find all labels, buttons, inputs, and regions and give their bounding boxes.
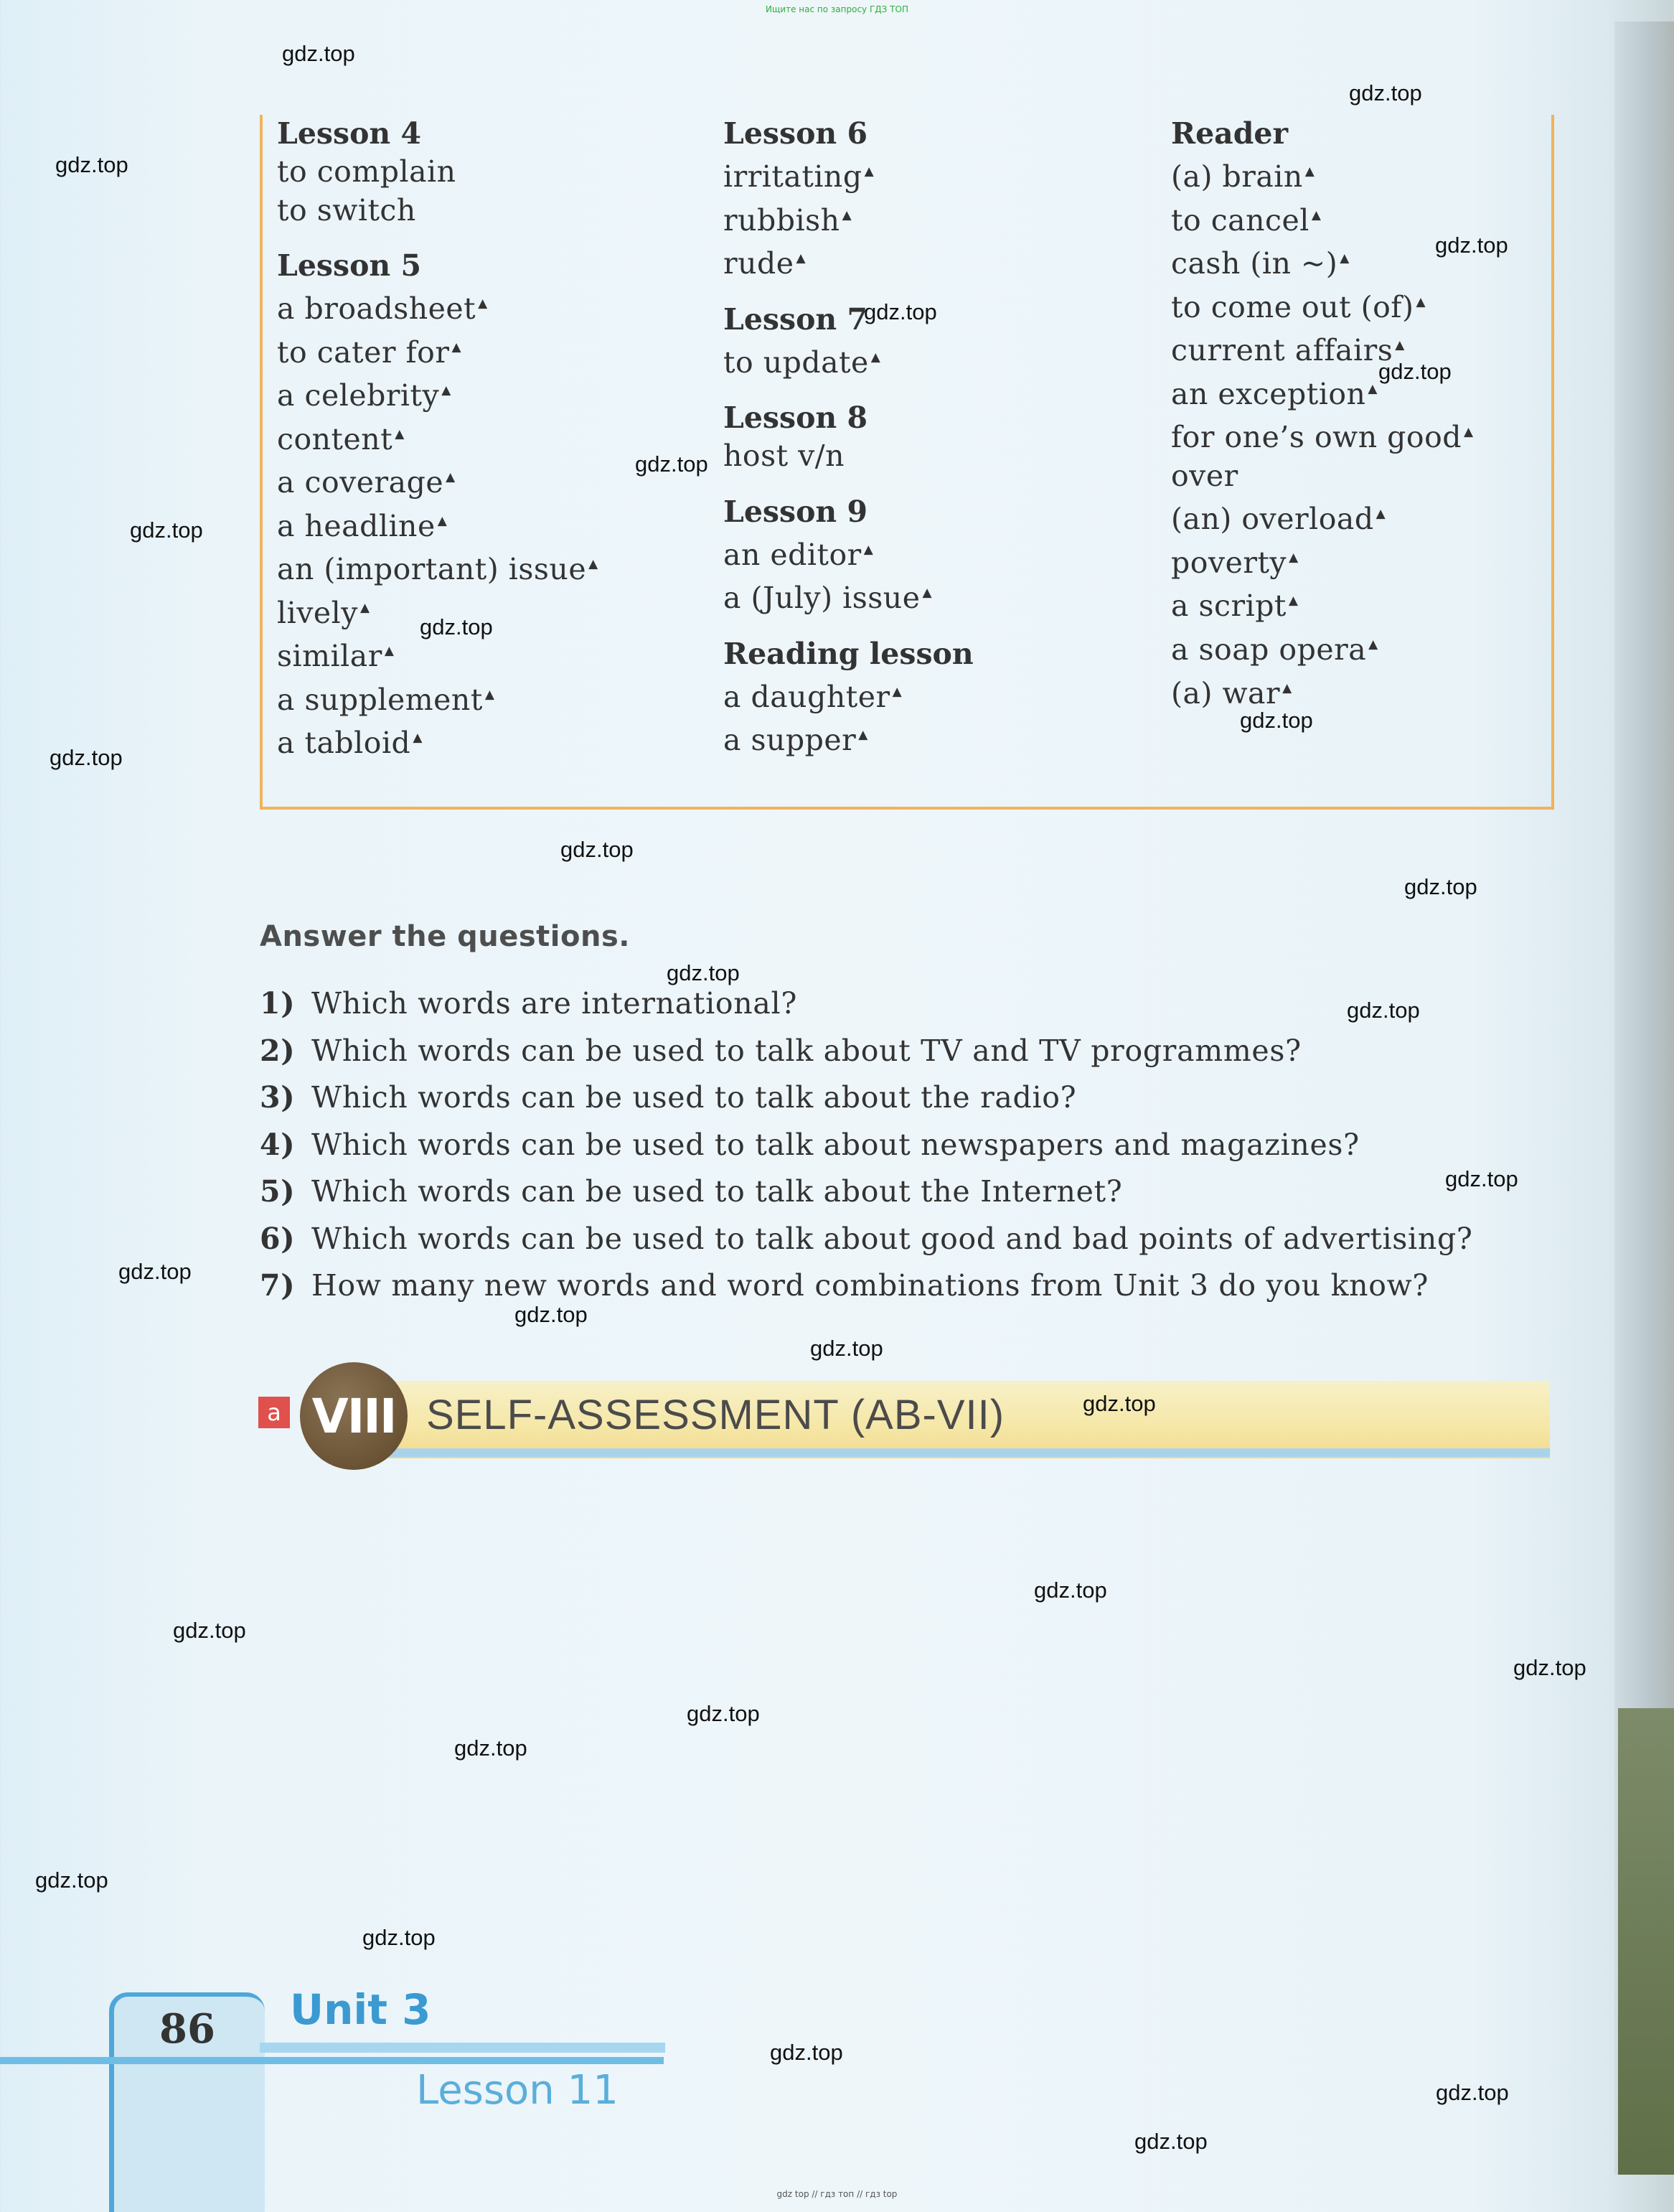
vocab-group [723,635,974,760]
vocab-group-heading: Reading lesson [723,636,974,671]
watermark: gdz.top [282,41,355,66]
vocab-word-text: a supplement [277,682,483,717]
vocab-word-text: to cancel [1171,202,1309,238]
watermark: gdz.top [514,1302,588,1327]
question-text: Which words can be used to talk about TV and TV programmes? [311,1033,1302,1068]
vocab-word-text: (a) war [1171,675,1281,711]
question-item [260,980,1473,1028]
triangle-marker-icon: ▲ [384,644,395,659]
vocab-word [277,545,598,589]
vocab-word [723,574,974,618]
vocab-word [277,329,598,372]
vocab-word [723,716,974,760]
vocab-word-text: to update [723,345,869,380]
vocab-word-text: poverty [1171,545,1287,580]
vocab-word-text: a soap opera [1171,632,1367,667]
triangle-marker-icon: ▲ [1340,251,1350,266]
vocab-word-text: a daughter [723,679,890,714]
vocab-word-text: a headline [277,508,436,543]
vocab-word [723,673,974,717]
vocab-column-2 [723,115,974,777]
question-item [260,1168,1473,1216]
vocab-word-text: a celebrity [277,378,440,413]
vocab-word-text: rude [723,246,794,281]
watermark: gdz.top [1034,1578,1107,1603]
activity-book-letter: a [267,1399,281,1426]
vocab-word [277,676,598,720]
triangle-marker-icon: ▲ [1289,550,1299,565]
vocab-word-text: a tabloid [277,726,411,761]
watermark: gdz.top [864,299,937,324]
triangle-marker-icon: ▲ [478,296,488,311]
vocab-word-text: to cater for [277,334,450,370]
watermark: gdz.top [1445,1166,1518,1191]
vocab-word-text: an editor [723,537,862,572]
watermark: gdz.top [454,1735,527,1761]
watermark: gdz.top [55,152,128,177]
vocab-group [723,493,974,618]
vocab-word-text: to complain [277,154,456,189]
vocab-word [277,372,598,416]
triangle-marker-icon: ▲ [437,513,448,528]
vocab-column-1 [277,115,598,780]
question-number: 4) [260,1127,296,1162]
vocab-word-text: current affairs [1171,333,1393,368]
watermark: gdz.top [810,1336,883,1361]
vocab-word [277,416,598,459]
vocab-word-text: a broadsheet [277,291,476,327]
vocab-column-3 [1171,115,1474,730]
question-text: Which words can be used to talk about the Internet? [311,1174,1123,1209]
vocab-word-text: a supper [723,723,857,758]
footer-rule-light [260,2043,665,2053]
triangle-marker-icon: ▲ [1376,507,1386,522]
vocab-group-heading: Reader [1171,116,1289,151]
vocab-word-text: an (important) issue [277,552,587,587]
triangle-marker-icon: ▲ [588,557,598,572]
triangle-marker-icon: ▲ [359,600,370,615]
triangle-marker-icon: ▲ [796,251,807,266]
question-item [260,1262,1473,1310]
footer-rule [0,2057,664,2064]
triangle-marker-icon: ▲ [1304,164,1315,179]
vocab-word [723,153,974,197]
top-banner: Ищите нас по запросу ГДЗ ТОП [766,4,908,14]
question-text: How many new words and word combinations from Unit 3 do you know? [311,1268,1429,1303]
vocab-word-text: (an) overload [1171,502,1374,537]
triangle-marker-icon: ▲ [842,207,852,222]
question-number: 5) [260,1174,296,1209]
question-text: Which words can be used to talk about good and bad points of advertising? [311,1221,1473,1256]
triangle-marker-icon: ▲ [395,426,405,441]
triangle-marker-icon: ▲ [446,470,456,485]
vocab-word-text: a script [1171,589,1287,624]
triangle-marker-icon: ▲ [1368,637,1378,652]
triangle-marker-icon: ▲ [1464,425,1474,440]
watermark: gdz.top [1083,1391,1156,1416]
triangle-marker-icon: ▲ [1311,207,1322,222]
watermark: gdz.top [770,2040,843,2065]
watermark: gdz.top [687,1701,760,1726]
section-underline [387,1448,1550,1457]
watermark: gdz.top [1513,1655,1586,1680]
vocab-group-heading: Lesson 9 [723,494,868,529]
vocab-word-text: (a) brain [1171,159,1303,195]
unit-label: Unit 3 [290,1985,431,2034]
watermark: gdz.top [35,1867,108,1893]
vocab-word-text: to switch [277,192,416,228]
watermark: gdz.top [173,1618,246,1643]
vocab-word [1171,413,1474,457]
vocab-group-heading: Lesson 4 [277,116,422,151]
vocab-word [1171,495,1474,539]
vocab-word [1171,539,1474,583]
vocab-word-text: for one’s own good [1171,420,1462,455]
book-spine-shadow [1618,1708,1674,2175]
vocab-group-heading: Lesson 8 [723,400,868,436]
vocab-word [1171,153,1474,197]
watermark: gdz.top [1240,708,1313,733]
vocab-word [723,339,974,383]
vocab-word-text: host v/n [723,439,845,474]
triangle-marker-icon: ▲ [451,339,462,355]
watermark: gdz.top [1349,80,1422,106]
vocab-word [277,459,598,502]
questions-list [260,980,1473,1310]
vocab-word-text: cash (in ~) [1171,246,1338,281]
vocab-word-text: an exception [1171,376,1366,411]
triangle-marker-icon: ▲ [1416,294,1426,309]
vocab-word [723,531,974,575]
vocab-word-text: content [277,421,393,456]
vocab-word [277,719,598,763]
page-number: 86 [159,2005,215,2053]
vocab-group [277,115,598,230]
triangle-marker-icon: ▲ [1395,338,1405,353]
vocab-word-text: a (July) issue [723,581,921,616]
watermark: gdz.top [420,614,493,639]
triangle-marker-icon: ▲ [1368,381,1378,396]
vocab-word-text: to come out (of) [1171,289,1414,324]
triangle-marker-icon: ▲ [858,728,868,743]
vocab-word [1171,197,1474,240]
triangle-marker-icon: ▲ [1282,680,1292,695]
vocab-word [277,285,598,329]
section-title: SELF-ASSESSMENT (AB-VII) [426,1392,1005,1438]
vocab-word-text: irritating [723,159,862,195]
vocab-word-text: similar [277,639,382,674]
watermark: gdz.top [50,745,123,770]
watermark: gdz.top [560,837,634,862]
vocab-word [1171,626,1474,670]
vocab-word [277,153,598,192]
triangle-marker-icon: ▲ [870,350,881,365]
triangle-marker-icon: ▲ [1288,594,1299,609]
vocab-word [1171,457,1474,496]
vocab-group-heading: Lesson 5 [277,248,422,283]
questions-title: Answer the questions. [260,920,630,953]
vocab-group [1171,115,1474,713]
watermark: gdz.top [1436,2080,1509,2105]
activity-book-icon [258,1397,290,1428]
watermark: gdz.top [1378,359,1452,384]
bottom-banner: gdz top // гдз топ // гдз top [776,2189,898,2199]
lesson-label: Lesson 11 [416,2067,619,2114]
watermark: gdz.top [118,1259,192,1284]
vocab-word [723,437,974,476]
watermark: gdz.top [362,1925,436,1950]
vocab-word [277,192,598,230]
question-item [260,1028,1473,1075]
watermark: gdz.top [1435,233,1508,258]
question-item [260,1074,1473,1122]
watermark: gdz.top [130,517,203,543]
section-number-badge: VIII [300,1362,408,1470]
vocab-group-heading: Lesson 6 [723,116,868,151]
question-number: 2) [260,1033,296,1068]
vocab-word [277,502,598,546]
vocab-word [1171,240,1474,283]
vocab-word-text: lively [277,595,358,630]
triangle-marker-icon: ▲ [892,684,903,699]
vocabulary-box [260,115,1554,810]
triangle-marker-icon: ▲ [922,586,933,601]
vocab-word [723,240,974,283]
question-number: 3) [260,1080,296,1115]
question-text: Which words can be used to talk about the radio? [311,1080,1077,1115]
vocab-group [277,247,598,763]
question-item [260,1122,1473,1169]
vocab-word-text: rubbish [723,202,840,238]
vocab-word-text: over [1171,458,1238,493]
question-number: 1) [260,986,296,1021]
vocab-word [1171,670,1474,713]
triangle-marker-icon: ▲ [864,164,875,179]
vocab-word [723,197,974,240]
watermark: gdz.top [667,960,740,985]
vocab-word-text: a coverage [277,465,444,500]
question-number: 6) [260,1221,296,1256]
watermark: gdz.top [1347,998,1420,1023]
vocab-group [723,399,974,476]
triangle-marker-icon: ▲ [413,731,423,746]
question-text: Which words can be used to talk about newspapers and magazines? [311,1127,1360,1162]
watermark: gdz.top [635,451,708,477]
triangle-marker-icon: ▲ [863,542,874,557]
vocab-word [1171,582,1474,626]
vocab-group [723,115,974,283]
vocab-word [1171,283,1474,327]
vocab-group-heading: Lesson 7 [723,301,868,337]
question-text: Which words are international? [311,986,798,1021]
watermark: gdz.top [1134,2129,1208,2154]
triangle-marker-icon: ▲ [441,383,451,398]
watermark: gdz.top [1404,874,1477,899]
question-number: 7) [260,1268,296,1303]
triangle-marker-icon: ▲ [484,687,495,702]
question-item [260,1216,1473,1263]
